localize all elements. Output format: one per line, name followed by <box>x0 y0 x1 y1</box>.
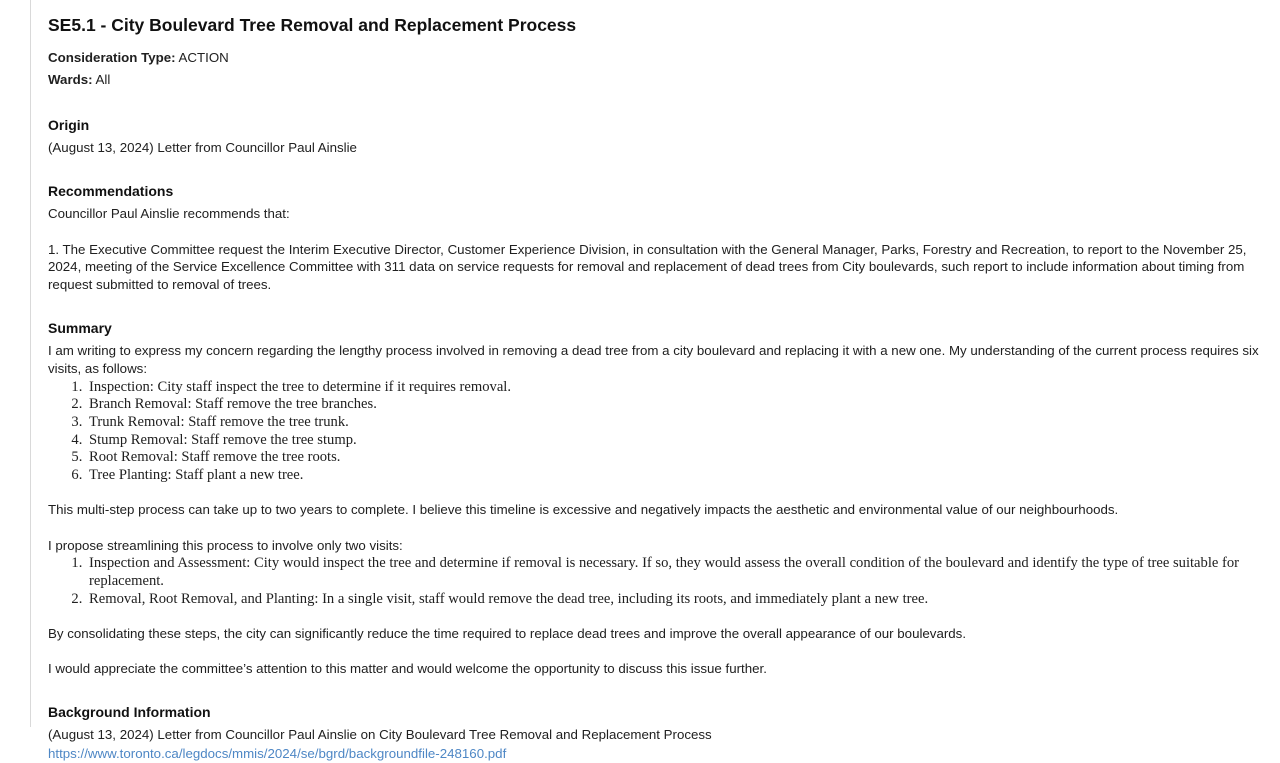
summary-para-1: I am writing to express my concern regarding the lengthy process involved in removing a dead tree from a city boulevard and replacing it with a new one. My understanding of the current process requires six visits, as follows: <box>48 342 1259 376</box>
wards-label: Wards: <box>48 72 93 87</box>
summary-heading: Summary <box>48 319 112 336</box>
summary-para-5: I would appreciate the committee’s attention to this matter and would welcome the opportunity to discuss this issue further. <box>48 661 767 677</box>
list-item: 1. Inspection and Assessment: City would inspect the tree and determine if removal is necessary. If so, they would assess the overall condition of the boulevard and identify the type of tree suitable for replacement. <box>86 555 1262 590</box>
background-file-link[interactable]: https://www.toronto.ca/legdocs/mmis/2024/se/bgrd/backgroundfile-248160.pdf <box>48 745 507 761</box>
consideration-type-value: ACTION <box>178 50 229 65</box>
background-information-heading: Background Information <box>48 704 211 721</box>
origin-heading: Origin <box>48 117 90 133</box>
summary-para-2: This multi-step process can take up to two years to complete. I believe this timeline is excessive and negatively impacts the aesthetic and environmental value of our neighbourhoods. <box>48 501 1119 517</box>
consideration-type-label: Consideration Type: <box>48 50 176 65</box>
two-visits-list <box>48 555 1262 608</box>
list-item: 3. Trunk Removal: Staff remove the tree trunk. <box>86 414 1262 432</box>
summary-para-3: I propose streamlining this process to involve only two visits: <box>48 537 403 553</box>
consideration-type-line <box>48 47 1262 69</box>
background-information-text: (August 13, 2024) Letter from Councillor Paul Ainslie on City Boulevard Tree Removal and Replacement Process <box>48 727 712 743</box>
list-item: 5. Root Removal: Staff remove the tree roots. <box>86 449 1262 467</box>
recommendations-intro: Councillor Paul Ainslie recommends that: <box>48 205 290 221</box>
recommendations-heading: Recommendations <box>48 182 174 199</box>
summary-para-4: By consolidating these steps, the city can significantly reduce the time required to replace dead trees and improve the overall appearance of our boulevards. <box>48 625 967 641</box>
wards-value: All <box>95 72 111 87</box>
left-border-rule <box>30 0 31 727</box>
wards-line <box>48 69 1262 91</box>
list-item: 2. Branch Removal: Staff remove the tree branches. <box>86 396 1262 414</box>
list-item: 2. Removal, Root Removal, and Planting: In a single visit, staff would remove the dead tree, including its roots, and immediately plant a new tree. <box>86 591 1262 609</box>
origin-text: (August 13, 2024) Letter from Councillor Paul Ainslie <box>48 140 357 155</box>
six-visits-list <box>48 379 1262 485</box>
page-title: SE5.1 - City Boulevard Tree Removal and Replacement Process <box>48 15 577 35</box>
recommendation-item-1: 1. The Executive Committee request the Interim Executive Director, Customer Experience Division, in consultation with the General Manager, Parks, Forestry and Recreation, to report to the November 25, 2024, meeting of the Service Excellence Committee with 311 data on service requests for removal and replacement of dead trees from City boulevards, such report to include information about timing from request submitted to removal of trees. <box>48 241 1247 293</box>
list-item: 4. Stump Removal: Staff remove the tree stump. <box>86 432 1262 450</box>
list-item: 1. Inspection: City staff inspect the tree to determine if it requires removal. <box>86 379 1262 397</box>
list-item: 6. Tree Planting: Staff plant a new tree. <box>86 467 1262 485</box>
